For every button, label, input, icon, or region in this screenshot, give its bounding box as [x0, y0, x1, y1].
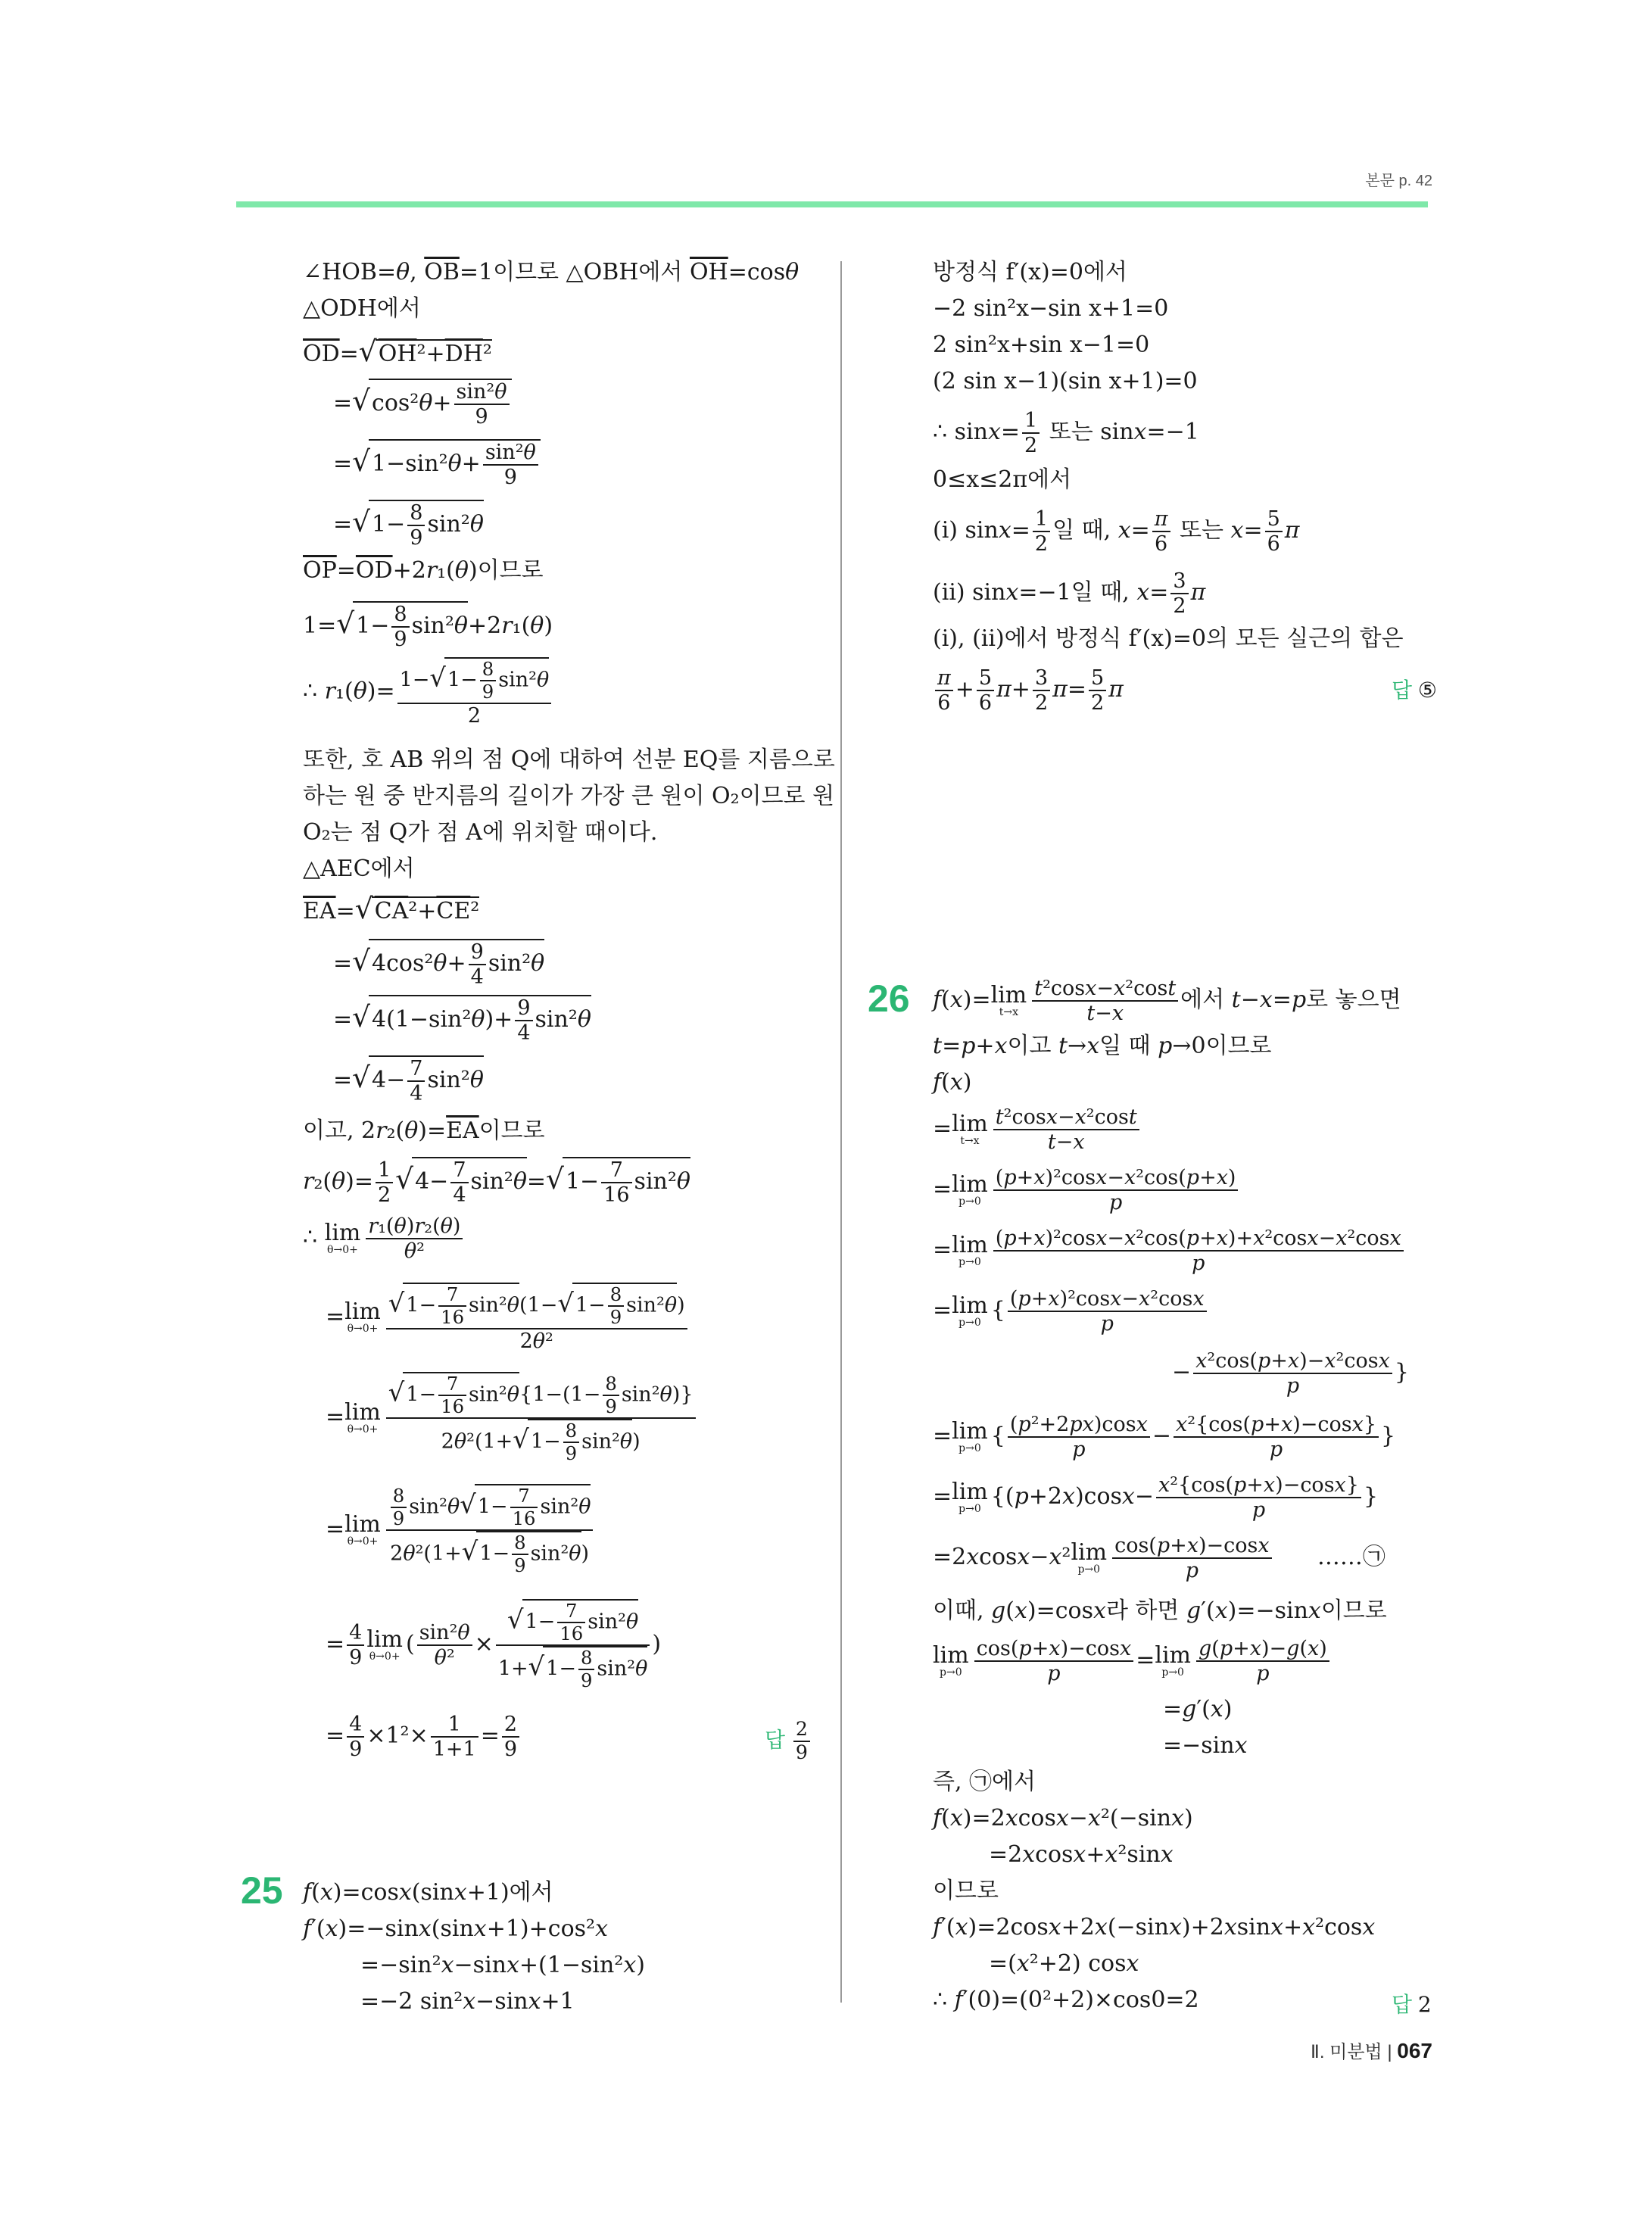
equation: =√4(1−sin²θ)+ $\frac{9}{4}$ sin²θ — [333, 996, 591, 1046]
equation: =√cos²θ+ $\frac{\text{sin²θ}}{9}$ — [333, 379, 512, 429]
equation: lim p→0 $\frac{\cos(p+x)-\cos x}{p}$ =lim p→0 $\frac{g(p+x)-g(x)}{p}$ — [933, 1637, 1332, 1685]
text-line: 이때, g(x)=cosx라 하면 g′(x)=−sinx이므로 — [933, 1598, 1387, 1624]
equation: (ⅰ) sinx= $\frac{1}{2}$ 일 때, x= $\frac{\pi}{6}$ 또는 x= $\frac{5}{6}$ π — [933, 507, 1300, 556]
equation: f′(x)=−sinx(sinx+1)+cos²x — [303, 1915, 608, 1942]
equation: =2xcosx+x²sinx — [989, 1841, 1174, 1868]
equation: (ⅱ) sinx=−1일 때, x= $\frac{3}{2}$ π — [933, 569, 1206, 619]
equation: 2 sin²x+sin x−1=0 — [933, 332, 1150, 358]
header-rule — [236, 201, 1428, 207]
text-line: 또한, 호 AB 위의 점 Q에 대하여 선분 EQ를 지름으로 — [303, 747, 835, 773]
equation: =lim p→0 { $\frac{\text{(p+x)²cosx−x²cosx}}{p}$ — [933, 1287, 1209, 1336]
equation: ∴ lim θ→0+ $\frac{\text{r₁(θ)r₂(θ)}}{\text{θ²}}$ — [303, 1214, 465, 1263]
equation: f(x)=lim t→x $\frac{\text{t²cosx−x²cost}}{t-x}$ 에서 t−x=p로 놓으면 — [933, 977, 1401, 1026]
answer-26: 답 2 — [1392, 1992, 1432, 2017]
problem-number-26: 26 — [868, 977, 910, 1020]
equation: 1=√1− $\frac{8}{9}$ sin²θ+2r₁(θ) — [303, 603, 553, 652]
text-line: 하는 원 중 반지름의 길이가 가장 큰 원이 O₂이므로 원 — [303, 783, 835, 809]
text-line: 이고, $2r_2(\theta)=\overline{EA}$이므로 — [303, 1118, 545, 1144]
text-line: 방정식 f′(x)=0에서 — [933, 259, 1127, 285]
equation: $\frac{\pi}{6}$ + $\frac{5}{6}$ π+ $\frac{3}{2}$ π= $\frac{5}{2}$ π — [933, 666, 1124, 715]
text-line: (i), (ii)에서 방정식 f′(x)=0의 모든 실근의 합은 — [933, 625, 1404, 652]
equation: $\overline{OP}=\overline{OD}+2r_1(\theta)$이므로 — [303, 557, 544, 584]
equation: −2 sin²x−sin x+1=0 — [933, 295, 1169, 322]
equation: r₂(θ)= $\frac{1}{2}$ √4− $\frac{7}{4}$ sin²θ=√1− $\frac{7}{16}$ sin²θ — [303, 1158, 690, 1208]
text-line: ∠HOB=θ, $\overline{OB}=1$이므로 △OBH에서 $\overline{OH}=\cos\theta$ — [303, 259, 800, 285]
chapter-label: Ⅱ. 미분법 | — [1311, 2042, 1392, 2062]
equation: =2xcosx−x²lim p→0 $\frac{\cos(p+x)-\cos x}{p}$ ……㉠ — [933, 1534, 1385, 1583]
equation: ∴ sinx= $\frac{1}{2}$ 또는 sinx=−1 — [933, 409, 1199, 458]
equation: = $\frac{4}{9}$ lim θ→0+ ( $\frac{\text{sin²θ}}{\text{θ²}}$ × √1− $\frac{7}{16}$ sin²θ 1+√1− $\frac{8}{9}$ sin²θ ) — [326, 1600, 662, 1691]
equation: =√4− $\frac{7}{4}$ sin²θ — [333, 1057, 484, 1106]
equation: =lim t→x $\frac{\text{t²cosx−x²cost}}{t-x}$ — [933, 1105, 1142, 1154]
text-line: △AEC에서 — [303, 856, 415, 882]
equation: =lim θ→0+ √1− $\frac{7}{16}$ sin²θ{1−(1− $\frac{8}{9}$ sin²θ)} 2θ²(1+√1− $\frac{8}{9}$ sin²θ) — [326, 1372, 698, 1464]
text-line: t=p+x이고 t→x일 때 p→0이므로 — [933, 1033, 1272, 1059]
column-divider — [840, 261, 842, 2003]
equation: f(x)=2xcosx−x²(−sinx) — [933, 1805, 1193, 1831]
page-footer — [1311, 2037, 1432, 2063]
equation: f′(x)=2cosx+2x(−sinx)+2xsinx+x²cosx — [933, 1914, 1376, 1940]
equation: =(x²+2) cosx — [989, 1950, 1139, 1977]
equation: ∴ f′(0)=(0²+2)×cos0=2 — [933, 1987, 1199, 2013]
text-line: △ODH에서 — [303, 295, 421, 322]
text-line: O₂는 점 Q가 점 A에 위치할 때이다. — [303, 819, 658, 846]
equation: f(x)=cosx(sinx+1)에서 — [303, 1879, 553, 1906]
equation: =−sinx — [1163, 1732, 1248, 1759]
equation: =lim p→0 {(p+2x)cosx− $\frac{\text{x²\{cos(p+x)−cosx\}}}{p}$ } — [933, 1473, 1379, 1523]
equation: − $\frac{\text{x²cos(p+x)−x²cosx}}{p}$ } — [1172, 1349, 1409, 1398]
equation: =g′(x) — [1163, 1696, 1233, 1722]
equation: ∴ r₁(θ)= 1−√1− $\frac{8}{9}$ sin²θ 2 — [303, 657, 553, 728]
equation: =−sin²x−sinx+(1−sin²x) — [360, 1952, 645, 1978]
answer-25: 답 ⑤ — [1392, 678, 1437, 703]
equation: =lim p→0 $\frac{\text{(p+x)²cosx−x²cos(p+x)}}{p}$ — [933, 1166, 1240, 1214]
page-reference: 본문 p. 42 — [1365, 173, 1432, 189]
equation: =−2 sin²x−sinx+1 — [360, 1988, 575, 2015]
answer-24: 답 $\frac{2}{9}$ — [765, 1719, 812, 1764]
problem-number-25: 25 — [241, 1869, 283, 1912]
equation: =lim p→0 $\frac{\text{(p+x)²cosx−x²cos(p+x)+x²cosx−x²cosx}}{p}$ — [933, 1227, 1406, 1275]
equation: =lim θ→0+ $\frac{8}{9}$ sin²θ√1− $\frac{7}{16}$ sin²θ 2θ²(1+√1− $\frac{8}{9}$ sin²θ) — [326, 1484, 595, 1576]
equation: =lim p→0 { $\frac{\text{(p²+2px)cosx}}{p}$ − $\frac{\text{x²\{cos(p+x)−cosx\}}}{p}$ } — [933, 1413, 1396, 1462]
text-line: 0≤x≤2π에서 — [933, 466, 1072, 493]
equation: f(x) — [933, 1069, 972, 1096]
equation: (2 sin x−1)(sin x+1)=0 — [933, 368, 1198, 394]
equation: $\overline{OD}=√OH^2+\overline{DH}^2$ — [303, 335, 492, 368]
page-number: 067 — [1397, 2039, 1432, 2062]
text-line: 즉, ㉠에서 — [933, 1769, 1036, 1795]
equation: =lim θ→0+ √1− $\frac{7}{16}$ sin²θ(1−√1− $\frac{8}{9}$ sin²θ) 2θ² — [326, 1283, 690, 1353]
text-line: 이므로 — [933, 1878, 999, 1904]
equation: $\overline{EA}=√CA^2+\overline{CE}^2$ — [303, 892, 480, 925]
equation: = $\frac{4}{9}$ ×1²× $\frac{1}{1+1}$ = $\frac{2}{9}$ — [326, 1713, 522, 1761]
equation: =√4cos²θ+ $\frac{9}{4}$ sin²θ — [333, 940, 545, 990]
equation: =√1−sin²θ+ $\frac{\text{sin²θ}}{9}$ — [333, 439, 541, 489]
equation: =√1− $\frac{8}{9}$ sin²θ — [333, 501, 484, 550]
